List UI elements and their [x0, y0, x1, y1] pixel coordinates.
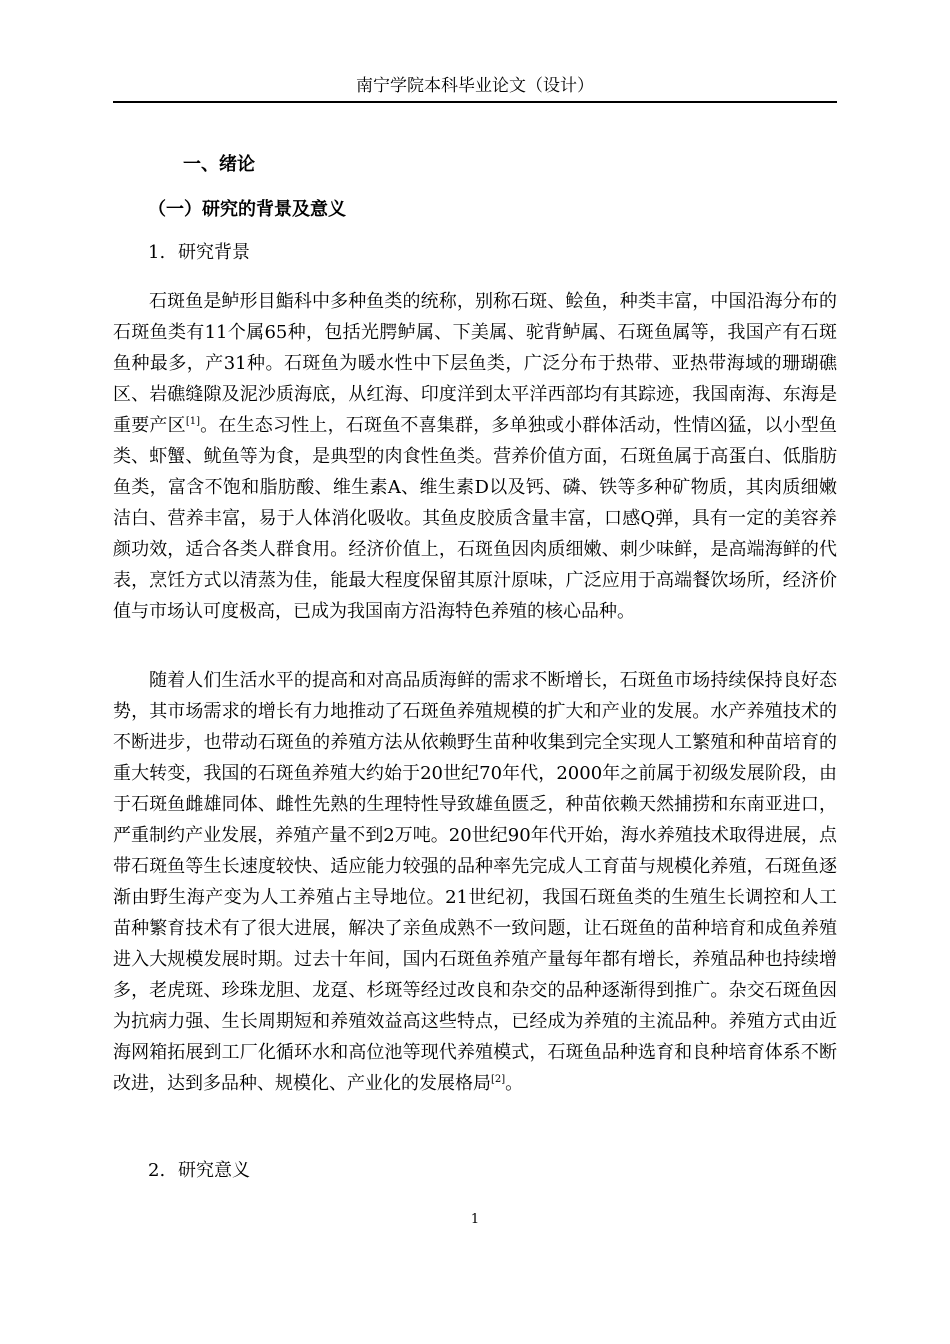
paragraph-1 — [113, 286, 837, 627]
subsection-title: 研究背景 — [178, 242, 250, 263]
paragraph-1-text-b: 。在生态习性上，石斑鱼不喜集群，多单独或小群体活动，性情凶猛，以小型鱼类、虾蟹、鱿鱼等为食，是典型的肉食性鱼类。营养价值方面，石斑鱼属于高蛋白、低脂肪鱼类，富含不饱和脂肪酸、维生素A、维生素D以及钙、磷、铁等多种矿物质，其肉质细嫩洁白、营养丰富，易于人体消化吸收。其鱼皮胶质含量丰富，口感Q弹，具有一定的美容养颜功效，适合各类人群食用。经济价值上，石斑鱼因肉质细嫩、刺少味鲜，是高端海鲜的代表，烹饪方式以清蒸为佳，能最大程度保留其原汁原味，广泛应用于高端餐饮场所，经济价值与市场认可度极高，已成为我国南方沿海特色养殖的核心品种。 — [113, 415, 838, 622]
subsection-number: 1. — [148, 242, 166, 263]
paragraph-2-text-a: 随着人们生活水平的提高和对高品质海鲜的需求不断增长，石斑鱼市场持续保持良好态势，其市场需求的增长有力地推动了石斑鱼养殖规模的扩大和产业的发展。水产养殖技术的不断进步，也带动石斑鱼的养殖方法从依赖野生苗种收集到完全实现人工繁殖和种苗培育的重大转变，我国的石斑鱼养殖大约始于20世纪70年代，2000年之前属于初级发展阶段，由于石斑鱼雌雄同体、雌性先熟的生理特性导致雄鱼匮乏，种苗依赖天然捕捞和东南亚进口，严重制约产业发展，养殖产量不到2万吨。20世纪90年代开始，海水养殖技术取得进展，点带石斑鱼等生长速度较快、适应能力较强的品种率先完成人工育苗与规模化养殖，石斑鱼逐渐由野生海产变为人工养殖占主导地位。21世纪初，我国石斑鱼类的生殖生长调控和人工苗种繁育技术有了很大进展，解决了亲鱼成熟不一致问题，让石斑鱼的苗种培育和成鱼养殖进入大规模发展时期。过去十年间，国内石斑鱼养殖产量每年都有增长，养殖品种也持续增多，老虎斑、珍珠龙胆、龙趸、杉斑等经过改良和杂交的品种逐渐得到推广。杂交石斑鱼因为抗病力强、生长周期短和养殖效益高这些特点，已经成为养殖的主流品种。养殖方式由近海网箱拓展到工厂化循环水和高位池等现代养殖模式，石斑鱼品种选育和良种培育体系不断改进，达到多品种、规模化、产业化的发展格局 — [113, 670, 837, 1094]
citation-1: [1] — [185, 416, 200, 427]
header-rule — [113, 101, 837, 103]
subsection-title: 研究意义 — [178, 1160, 250, 1181]
subsection-heading-background — [148, 240, 250, 266]
page-number: 1 — [470, 1212, 480, 1227]
page-header: 南宁学院本科毕业论文（设计） — [356, 76, 594, 96]
citation-2: [2] — [491, 1074, 506, 1085]
paragraph-1-text-a: 石斑鱼是鲈形目鮨科中多种鱼类的统称，别称石斑、鲙鱼，种类丰富，中国沿海分布的石斑鱼类有11个属65种，包括光腭鲈属、下美属、驼背鲈属、石斑鱼属等，我国产有石斑鱼种最多，产31种。石斑鱼为暖水性中下层鱼类，广泛分布于热带、亚热带海域的珊瑚礁区、岩礁缝隙及泥沙质海底，从红海、印度洋到太平洋西部均有其踪迹，我国南海、东海是重要产区 — [113, 291, 837, 436]
subsection-number: 2. — [148, 1160, 166, 1181]
paragraph-2 — [113, 665, 837, 1099]
paragraph-2-text-b: 。 — [505, 1073, 524, 1094]
subsection-heading-significance — [148, 1158, 250, 1184]
section-heading: （一）研究的背景及意义 — [148, 199, 346, 220]
chapter-heading: 一、绪论 — [183, 154, 255, 175]
